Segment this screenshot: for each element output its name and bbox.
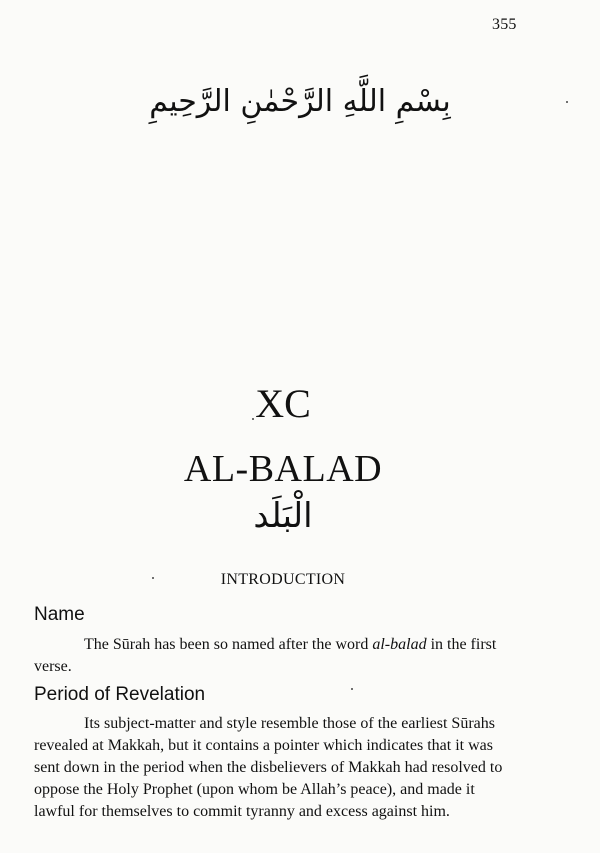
paragraph-line: sent down in the period when the disbelievers of Makkah had resolved to — [34, 759, 503, 776]
paragraph-line: revealed at Makkah, but it contains a pointer which indicates that it was — [34, 737, 493, 754]
section-heading-period-of-revelation: Period of Revelation — [34, 684, 206, 705]
paragraph-line: lawful for themselves to commit tyranny and excess against him. — [34, 803, 450, 820]
paragraph-line: oppose the Holy Prophet (upon whom be Allah’s peace), and made it — [34, 781, 475, 798]
paragraph-line: verse. — [34, 658, 72, 675]
scan-speck — [252, 418, 254, 420]
section-paragraph-period-of-revelation — [34, 713, 554, 823]
paragraph-line: Its subject-matter and style resemble those of the earliest Sūrahs — [84, 715, 495, 732]
italic-term: al-balad — [372, 636, 427, 653]
basmala-heading: بِسْمِ اللَّهِ الرَّحْمٰنِ الرَّحِيمِ — [149, 84, 451, 119]
paragraph-line: The Sūrah has been so named after the word al-balad in the first — [84, 636, 497, 653]
surah-name-arabic: الْبَلَد — [253, 496, 313, 536]
surah-number: XC — [255, 381, 311, 426]
section-heading-name: Name — [34, 604, 85, 625]
introduction-heading: INTRODUCTION — [220, 571, 346, 588]
scan-speck — [152, 577, 154, 579]
scan-speck — [566, 101, 568, 103]
surah-name: AL-BALAD — [183, 448, 383, 490]
page-number: 355 — [492, 16, 517, 33]
section-paragraph-name — [34, 634, 554, 678]
scan-speck — [351, 688, 353, 690]
